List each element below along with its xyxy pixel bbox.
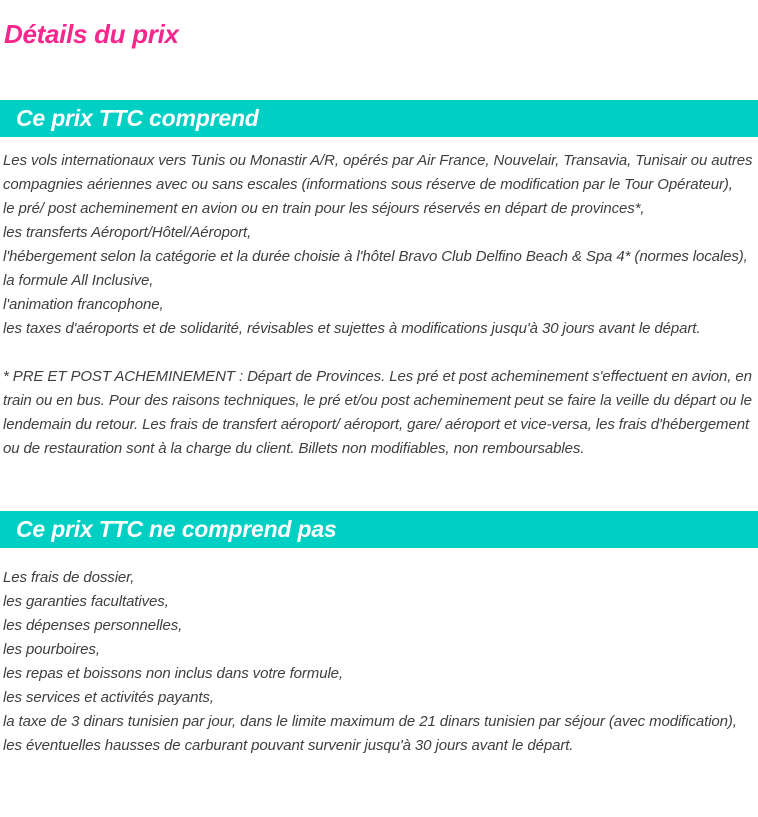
excludes-list bbox=[0, 566, 758, 758]
excludes-item: les services et activités payants, bbox=[3, 689, 214, 706]
section-includes-banner bbox=[0, 100, 758, 137]
includes-item: l'animation francophone, bbox=[3, 296, 164, 313]
section-excludes-heading: Ce prix TTC ne comprend pas bbox=[16, 516, 337, 542]
excludes-item: les dépenses personnelles, bbox=[3, 617, 183, 634]
section-price-includes bbox=[0, 100, 758, 461]
includes-list bbox=[0, 149, 758, 341]
page-title: Détails du prix bbox=[4, 19, 179, 49]
includes-item: le pré/ post acheminement en avion ou en train pour les séjours réservés en départ de provinces*, bbox=[3, 200, 645, 217]
section-price-excludes bbox=[0, 511, 758, 758]
includes-item: l'hébergement selon la catégorie et la durée choisie à l'hôtel Bravo Club Delfino Beach & Spa 4* (normes locales), bbox=[3, 248, 748, 265]
excludes-item: les repas et boissons non inclus dans votre formule, bbox=[3, 665, 343, 682]
pre-post-acheminement-note: * PRE ET POST ACHEMINEMENT : Départ de Provinces. Les pré et post acheminement s'effectuent en avion, en train ou en bus. Pour des raisons techniques, le pré et/ou post acheminement peut se faire la veille du départ ou le lendemain du retour. Les frais de transfert aéroport/ aéroport, gare/ aéroport et vice-versa, les frais d'hébergement ou de restauration sont à la charge du client. Billets non modifiables, non remboursables. bbox=[3, 368, 752, 457]
includes-item: les transferts Aéroport/Hôtel/Aéroport, bbox=[3, 224, 252, 241]
includes-item: la formule All Inclusive, bbox=[3, 272, 154, 289]
section-includes-heading: Ce prix TTC comprend bbox=[16, 105, 259, 131]
excludes-item: les pourboires, bbox=[3, 641, 100, 658]
excludes-item: Les frais de dossier, bbox=[3, 569, 135, 586]
includes-item: Les vols internationaux vers Tunis ou Monastir A/R, opérés par Air France, Nouvelair, Transavia, Tunisair ou autres compagnies aériennes avec ou sans escales (informations sous réserve de modification par le Tour Opérateur), bbox=[3, 152, 753, 193]
section-excludes-banner bbox=[0, 511, 758, 548]
includes-item: les taxes d'aéroports et de solidarité, révisables et sujettes à modifications jusqu'à 30 jours avant le départ. bbox=[3, 320, 701, 337]
price-details-page bbox=[0, 18, 758, 817]
excludes-item: les éventuelles hausses de carburant pouvant survenir jusqu'à 30 jours avant le départ. bbox=[3, 737, 574, 754]
excludes-item: les garanties facultatives, bbox=[3, 593, 169, 610]
excludes-item: la taxe de 3 dinars tunisien par jour, dans le limite maximum de 21 dinars tunisien par séjour (avec modification), bbox=[3, 713, 737, 730]
